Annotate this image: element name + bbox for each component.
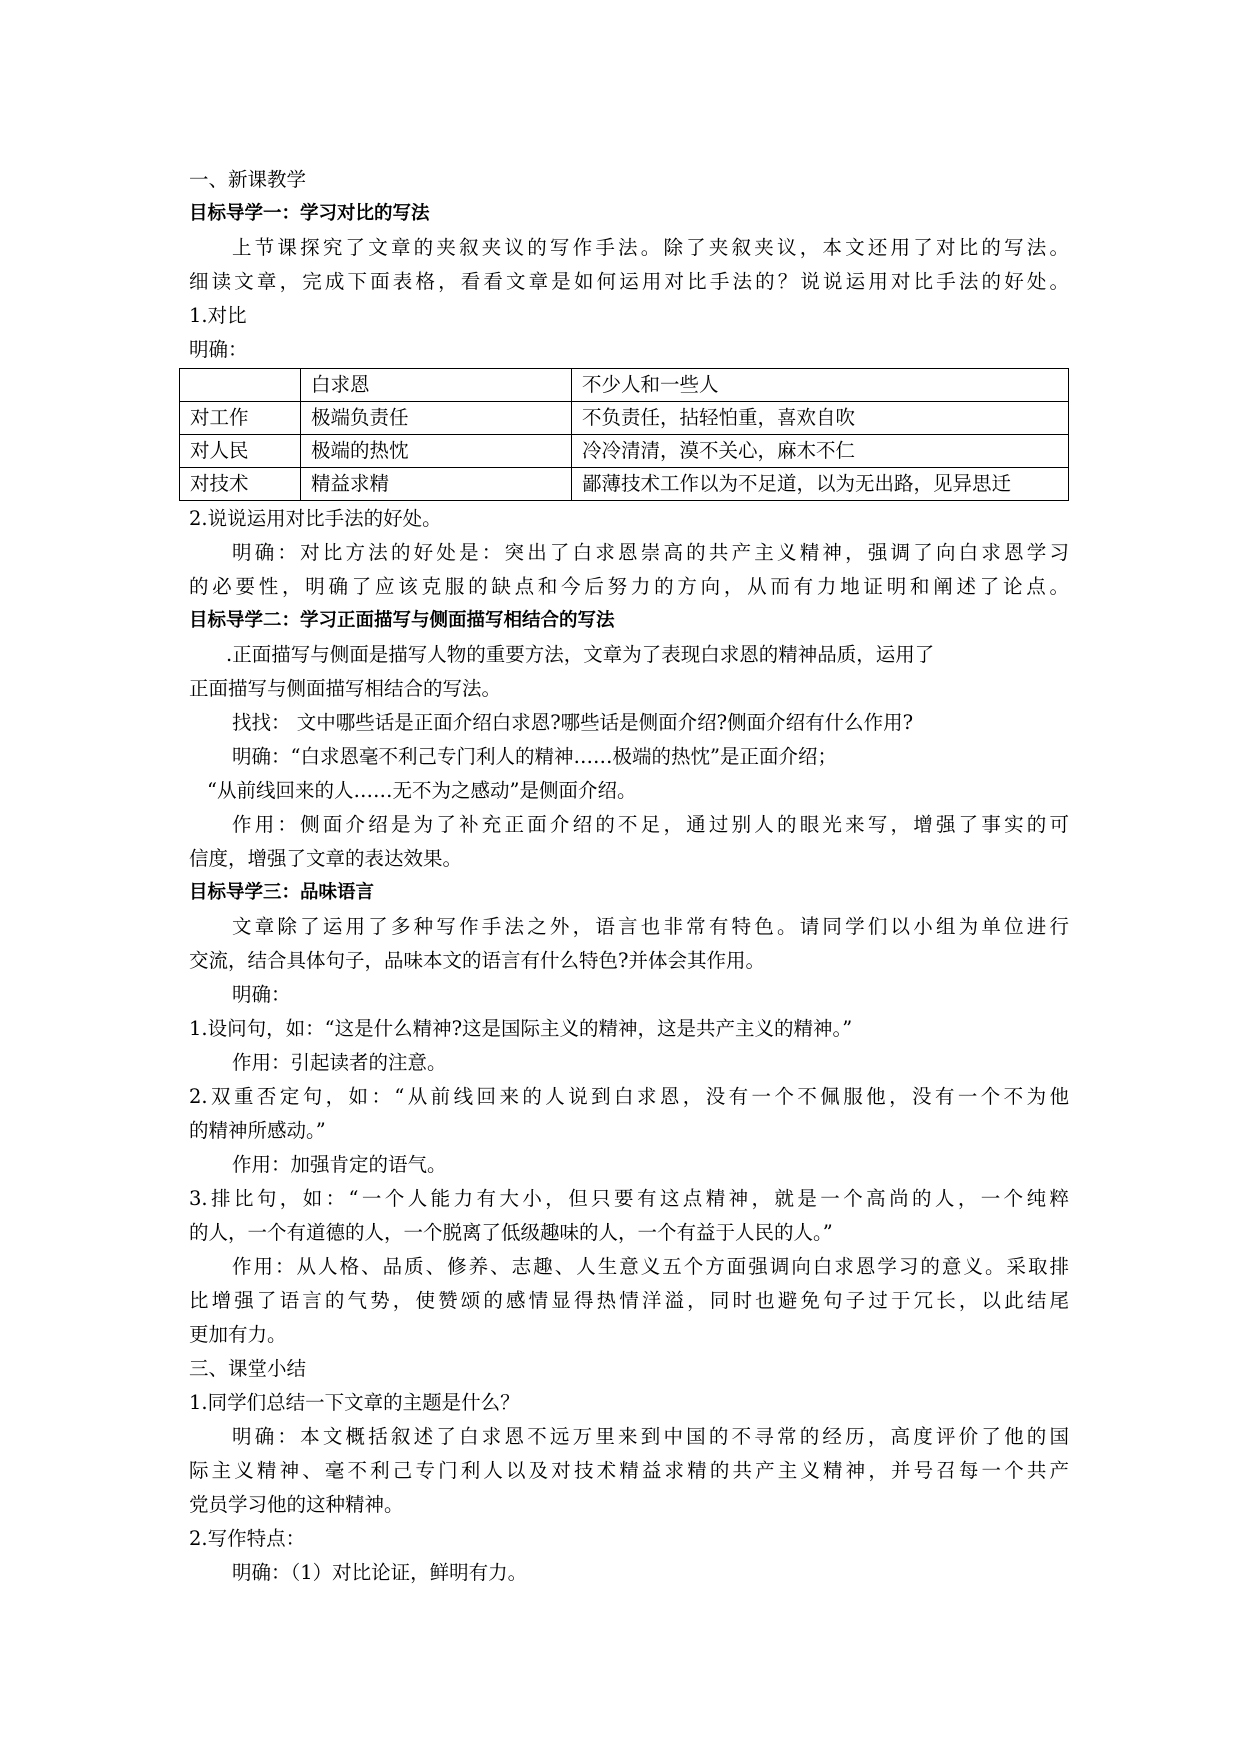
table-cell: 不负责任，拈轻怕重，喜欢自吹 [572,402,1069,435]
table-cell: 不少人和一些人 [572,369,1069,402]
goal1-answer-line2: 的必要性，明确了应该克服的缺点和今后努力的方向，从而有力地证明和阐述了论点。 [189,575,1069,598]
section-heading-new-lesson: 一、新课教学 [189,168,307,191]
goal3-intro-line2: 交流，结合具体句子，品味本文的语言有什么特色?并体会其作用。 [189,949,765,972]
goal3-point2-line1: 2.双重否定句，如：“从前线回来的人说到白求恩，没有一个不佩服他，没有一个不为他 [189,1085,1069,1108]
goal3-intro-line1: 文章除了运用了多种写作手法之外，语言也非常有特色。请同学们以小组为单位进行 [232,915,1069,938]
goal2-intro-line2: 正面描写与侧面描写相结合的写法。 [189,677,502,700]
table-row [180,435,1069,468]
table-cell: 鄙薄技术工作以为不足道，以为无出路，见异思迁 [572,468,1069,501]
goal3-point2-effect: 作用：加强肯定的语气。 [232,1153,447,1176]
goal1-heading: 目标导学一：学习对比的写法 [189,203,430,224]
goal3-heading: 目标导学三：品味语言 [189,882,375,903]
goal1-intro-line2: 细读文章，完成下面表格，看看文章是如何运用对比手法的？说说运用对比手法的好处。 [189,270,1069,293]
goal3-point3-effect-line3: 更加有力。 [189,1323,287,1346]
table-cell: 极端的热忱 [301,435,572,468]
goal2-heading: 目标导学二：学习正面描写与侧面描写相结合的写法 [189,610,615,631]
document-body [189,163,1069,1590]
goal1-answer-line1: 明确：对比方法的好处是：突出了白求恩崇高的共产主义精神，强调了向白求恩学习 [232,541,1069,564]
table-cell: 对工作 [180,402,301,435]
goal2-effect-line2: 信度，增强了文章的表达效果。 [189,847,463,870]
goal3-point2-line2: 的精神所感动。” [189,1119,326,1142]
summary-question1: 1.同学们总结一下文章的主题是什么？ [189,1391,520,1414]
goal1-mingque: 明确： [189,338,248,361]
section-heading-summary: 三、课堂小结 [189,1357,307,1380]
goal3-point3-line1: 3.排比句，如：“一个人能力有大小，但只要有这点精神，就是一个高尚的人，一个纯粹 [189,1187,1069,1210]
table-cell: 白求恩 [301,369,572,402]
goal2-answer2: “从前线回来的人……无不为之感动”是侧面介绍。 [207,779,637,802]
goal1-intro-line1: 上节课探究了文章的夹叙夹议的写作手法。除了夹叙夹议，本文还用了对比的写法。 [232,236,1069,259]
goal3-mingque: 明确： [232,983,291,1006]
goal2-find: 找找： 文中哪些话是正面介绍白求恩?哪些话是侧面介绍?侧面介绍有什么作用? [232,711,914,734]
summary-answer2: 明确：（1）对比论证，鲜明有力。 [232,1561,528,1584]
summary-answer1-line1: 明确：本文概括叙述了白求恩不远万里来到中国的不寻常的经历，高度评价了他的国 [232,1425,1069,1448]
table-cell [180,369,301,402]
table-cell: 极端负责任 [301,402,572,435]
table-row [180,468,1069,501]
table-row [180,402,1069,435]
summary-question2: 2.写作特点： [189,1527,306,1550]
summary-answer1-line3: 党员学习他的这种精神。 [189,1493,404,1516]
summary-answer1-line2: 际主义精神、毫不利己专门利人以及对技术精益求精的共产主义精神，并号召每一个共产 [189,1459,1069,1482]
table-header-row [180,369,1069,402]
goal3-point1: 1.设问句，如：“这是什么精神?这是国际主义的精神，这是共产主义的精神。” [189,1017,853,1040]
goal1-item1: 1.对比 [189,304,247,327]
goal2-answer1: 明确：“白求恩毫不利己专门利人的精神……极端的热忱”是正面介绍； [232,745,837,768]
goal3-point3-effect-line1: 作用：从人格、品质、修养、志趣、人生意义五个方面强调向白求恩学习的意义。采取排 [232,1255,1069,1278]
goal3-point3-effect-line2: 比增强了语言的气势，使赞颂的感情显得热情洋溢，同时也避免句子过于冗长，以此结尾 [189,1289,1069,1312]
goal2-intro-line1: .正面描写与侧面是描写人物的重要方法，文章为了表现白求恩的精神品质，运用了 [226,643,935,666]
table-cell: 精益求精 [301,468,572,501]
goal3-point1-effect: 作用：引起读者的注意。 [232,1051,447,1074]
goal3-point3-line2: 的人，一个有道德的人，一个脱离了低级趣味的人，一个有益于人民的人。” [189,1221,833,1244]
table-cell: 对人民 [180,435,301,468]
table-cell: 冷冷清清，漠不关心，麻木不仁 [572,435,1069,468]
table-cell: 对技术 [180,468,301,501]
goal2-effect-line1: 作用：侧面介绍是为了补充正面介绍的不足，通过别人的眼光来写，增强了事实的可 [232,813,1069,836]
comparison-table [179,368,1069,501]
goal1-item2: 2.说说运用对比手法的好处。 [189,507,442,530]
